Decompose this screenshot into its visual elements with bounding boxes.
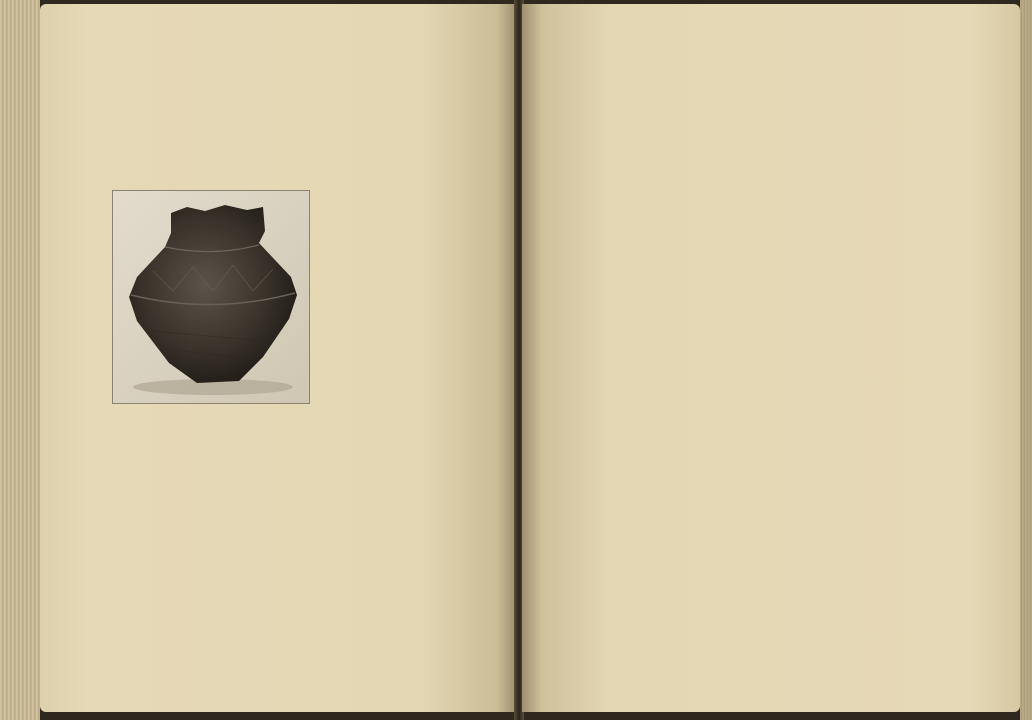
right-page <box>522 4 1020 712</box>
page-edges-right <box>1020 0 1032 720</box>
figure-vessel-photo <box>112 190 310 404</box>
left-page <box>40 4 516 712</box>
page-edges-left <box>0 0 40 720</box>
vessel-photo <box>113 191 309 403</box>
